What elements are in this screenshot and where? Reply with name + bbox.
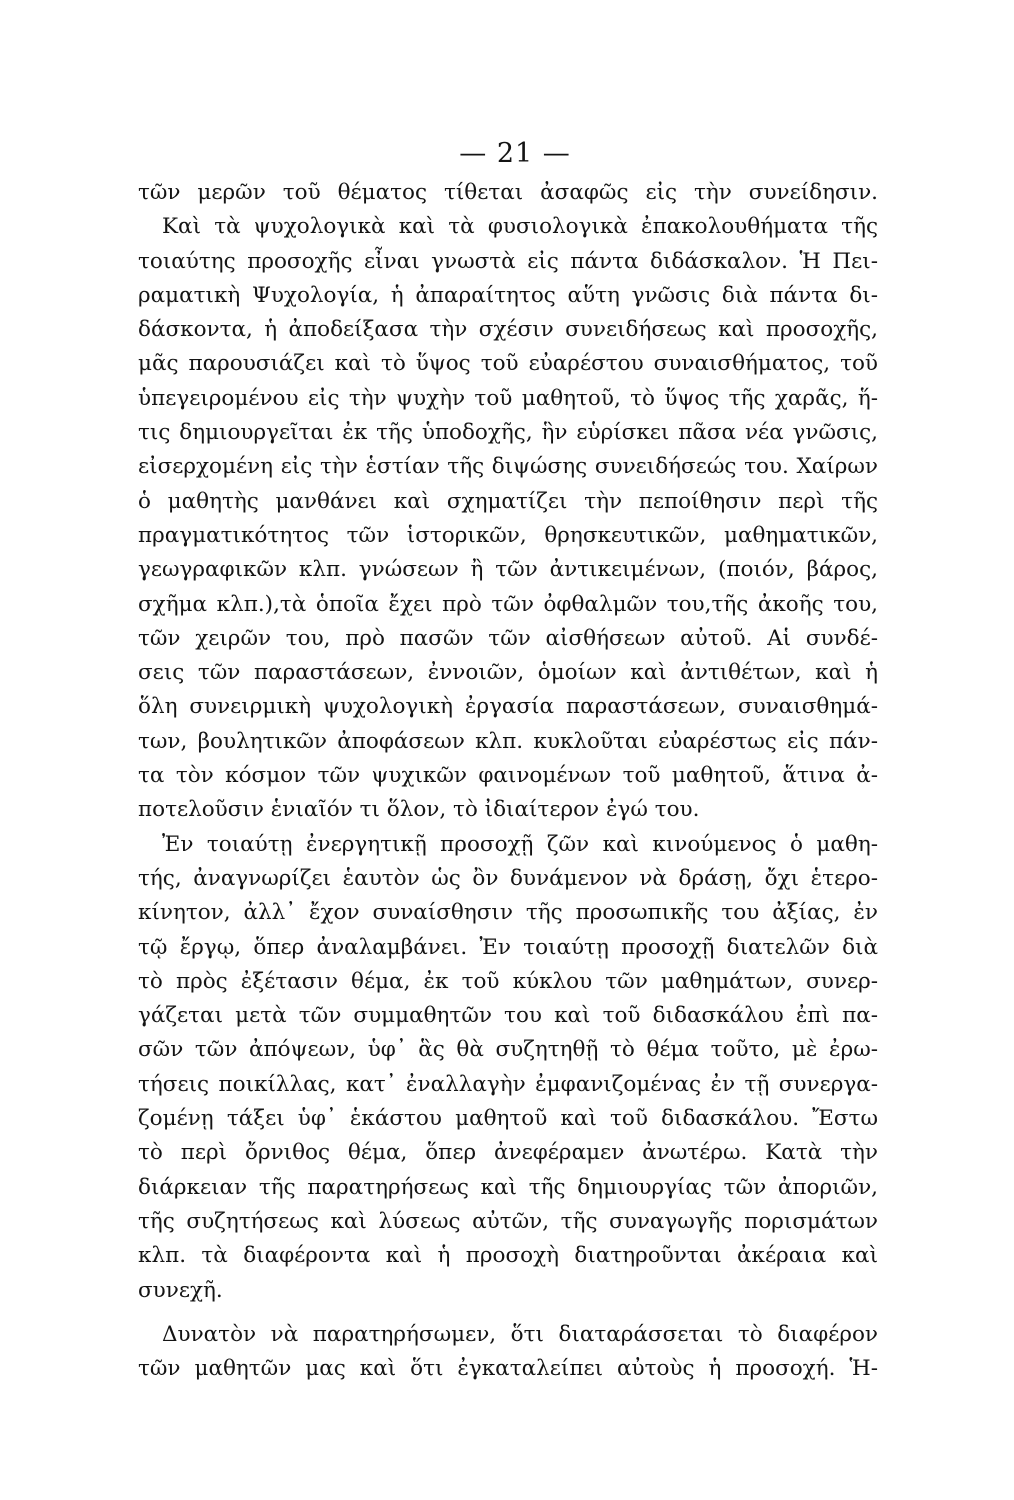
body-text bbox=[138, 176, 878, 1386]
text-line: μᾶς παρουσιάζει καὶ τὸ ὕψος τοῦ εὐαρέστου συναισθήματος, τοῦ bbox=[138, 351, 878, 377]
text-line: συνεχῆ. bbox=[138, 1277, 223, 1303]
text-line: ραματικὴ Ψυχολογία, ἡ ἀπαραίτητος αὕτη γνῶσις διὰ πάντα δι- bbox=[138, 282, 878, 308]
text-line: τὸ πρὸς ἐξέτασιν θέμα, ἐκ τοῦ κύκλου τῶν μαθημάτων, συνερ- bbox=[138, 968, 878, 994]
text-line: δάσκοντα, ἡ ἀποδείξασα τὴν σχέσιν συνειδήσεως καὶ προσοχῆς, bbox=[138, 317, 878, 343]
text-line: ὑπεγειρομένου εἰς τὴν ψυχὴν τοῦ μαθητοῦ, τὸ ὕψος τῆς χαρᾶς, ἥ- bbox=[138, 385, 878, 411]
text-line: ὅλη συνειρμικὴ ψυχολογικὴ ἐργασία παραστάσεων, συναισθημά- bbox=[138, 694, 878, 720]
text-line: τῷ ἔργῳ, ὅπερ ἀναλαμβάνει. Ἐν τοιαύτῃ προσοχῇ διατελῶν διὰ bbox=[138, 934, 878, 960]
text-line: τις δημιουργεῖται ἐκ τῆς ὑποδοχῆς, ἣν εὑρίσκει πᾶσα νέα γνῶσις, bbox=[138, 420, 878, 446]
text-line: τῶν χειρῶν του, πρὸ πασῶν τῶν αἰσθήσεων αὐτοῦ. Αἱ συνδέ- bbox=[138, 625, 878, 651]
text-line: κλπ. τὰ διαφέροντα καὶ ἡ προσοχὴ διατηροῦνται ἀκέραια καὶ bbox=[138, 1243, 878, 1269]
text-line: τῆς συζητήσεως καὶ λύσεως αὐτῶν, τῆς συναγωγῆς πορισμάτων bbox=[138, 1208, 878, 1234]
text-line: σχῆμα κλπ.),τὰ ὁποῖα ἔχει πρὸ τῶν ὀφθαλμῶν του,τῆς ἀκοῆς του, bbox=[138, 591, 878, 617]
text-line: τα τὸν κόσμον τῶν ψυχικῶν φαινομένων τοῦ μαθητοῦ, ἅτινα ἀ- bbox=[138, 763, 878, 789]
text-line: ὁ μαθητὴς μανθάνει καὶ σχηματίζει τὴν πεποίθησιν περὶ τῆς bbox=[138, 488, 878, 514]
text-line: τήσεις ποικίλλας, κατ᾽ ἐναλλαγὴν ἐμφανιζομένας ἐν τῇ συνεργα- bbox=[138, 1071, 878, 1097]
text-line: ζομένῃ τάξει ὑφ᾽ ἑκάστου μαθητοῦ καὶ τοῦ διδασκάλου. Ἔστω bbox=[138, 1106, 878, 1132]
text-line: εἰσερχομένη εἰς τὴν ἑστίαν τῆς διψώσης συνειδήσεώς του. Χαίρων bbox=[138, 454, 878, 480]
text-line: των, βουλητικῶν ἀποφάσεων κλπ. κυκλοῦται εὐαρέστως εἰς πάν- bbox=[138, 728, 878, 754]
text-line: Ἐν τοιαύτῃ ἐνεργητικῇ προσοχῇ ζῶν καὶ κινούμενος ὁ μαθη- bbox=[162, 831, 878, 857]
text-line: τῶν μερῶν τοῦ θέματος τίθεται ἀσαφῶς εἰς τὴν συνείδησιν. bbox=[138, 180, 878, 205]
text-line: σῶν τῶν ἀπόψεων, ὑφ᾽ ἃς θὰ συζητηθῇ τὸ θέμα τοῦτο, μὲ ἐρω- bbox=[138, 1037, 878, 1063]
text-line: τὸ περὶ ὄρνιθος θέμα, ὅπερ ἀνεφέραμεν ἀνωτέρω. Κατὰ τὴν bbox=[138, 1140, 878, 1166]
text-line: κίνητον, ἀλλ᾽ ἔχον συναίσθησιν τῆς προσωπικῆς του ἀξίας, ἐν bbox=[138, 900, 878, 926]
text-line: Δυνατὸν νὰ παρατηρήσωμεν, ὅτι διαταράσσεται τὸ διαφέρον bbox=[162, 1321, 878, 1347]
text-line: τής, ἀναγνωρίζει ἑαυτὸν ὡς ὂν δυνάμενον νὰ δράσῃ, ὄχι ἑτερο- bbox=[138, 865, 878, 891]
text-line: διάρκειαν τῆς παρατηρήσεως καὶ τῆς δημιουργίας τῶν ἀποριῶν, bbox=[138, 1174, 878, 1200]
text-line: Καὶ τὰ ψυχολογικὰ καὶ τὰ φυσιολογικὰ ἐπακολουθήματα τῆς bbox=[162, 214, 878, 240]
text-line: πραγματικότητος τῶν ἱστορικῶν, θρησκευτικῶν, μαθηματικῶν, bbox=[138, 522, 878, 548]
page-number: — 21 — bbox=[459, 138, 571, 169]
text-line: σεις τῶν παραστάσεων, ἐννοιῶν, ὁμοίων καὶ ἀντιθέτων, καὶ ἡ bbox=[138, 660, 878, 686]
text-line: γεωγραφικῶν κλπ. γνώσεων ἢ τῶν ἀντικειμένων, (ποιόν, βάρος, bbox=[138, 557, 878, 583]
text-line: ποτελοῦσιν ἑνιαῖόν τι ὅλον, τὸ ἰδιαίτερον ἐγώ του. bbox=[138, 797, 700, 823]
text-line: γάζεται μετὰ τῶν συμμαθητῶν του καὶ τοῦ διδασκάλου ἐπὶ πα- bbox=[138, 1003, 878, 1029]
text-line: τῶν μαθητῶν μας καὶ ὅτι ἐγκαταλείπει αὐτοὺς ἡ προσοχή. Ἡ- bbox=[138, 1356, 878, 1382]
text-line: τοιαύτης προσοχῆς εἶναι γνωστὰ εἰς πάντα διδάσκαλον. Ἡ Πει- bbox=[138, 248, 878, 274]
